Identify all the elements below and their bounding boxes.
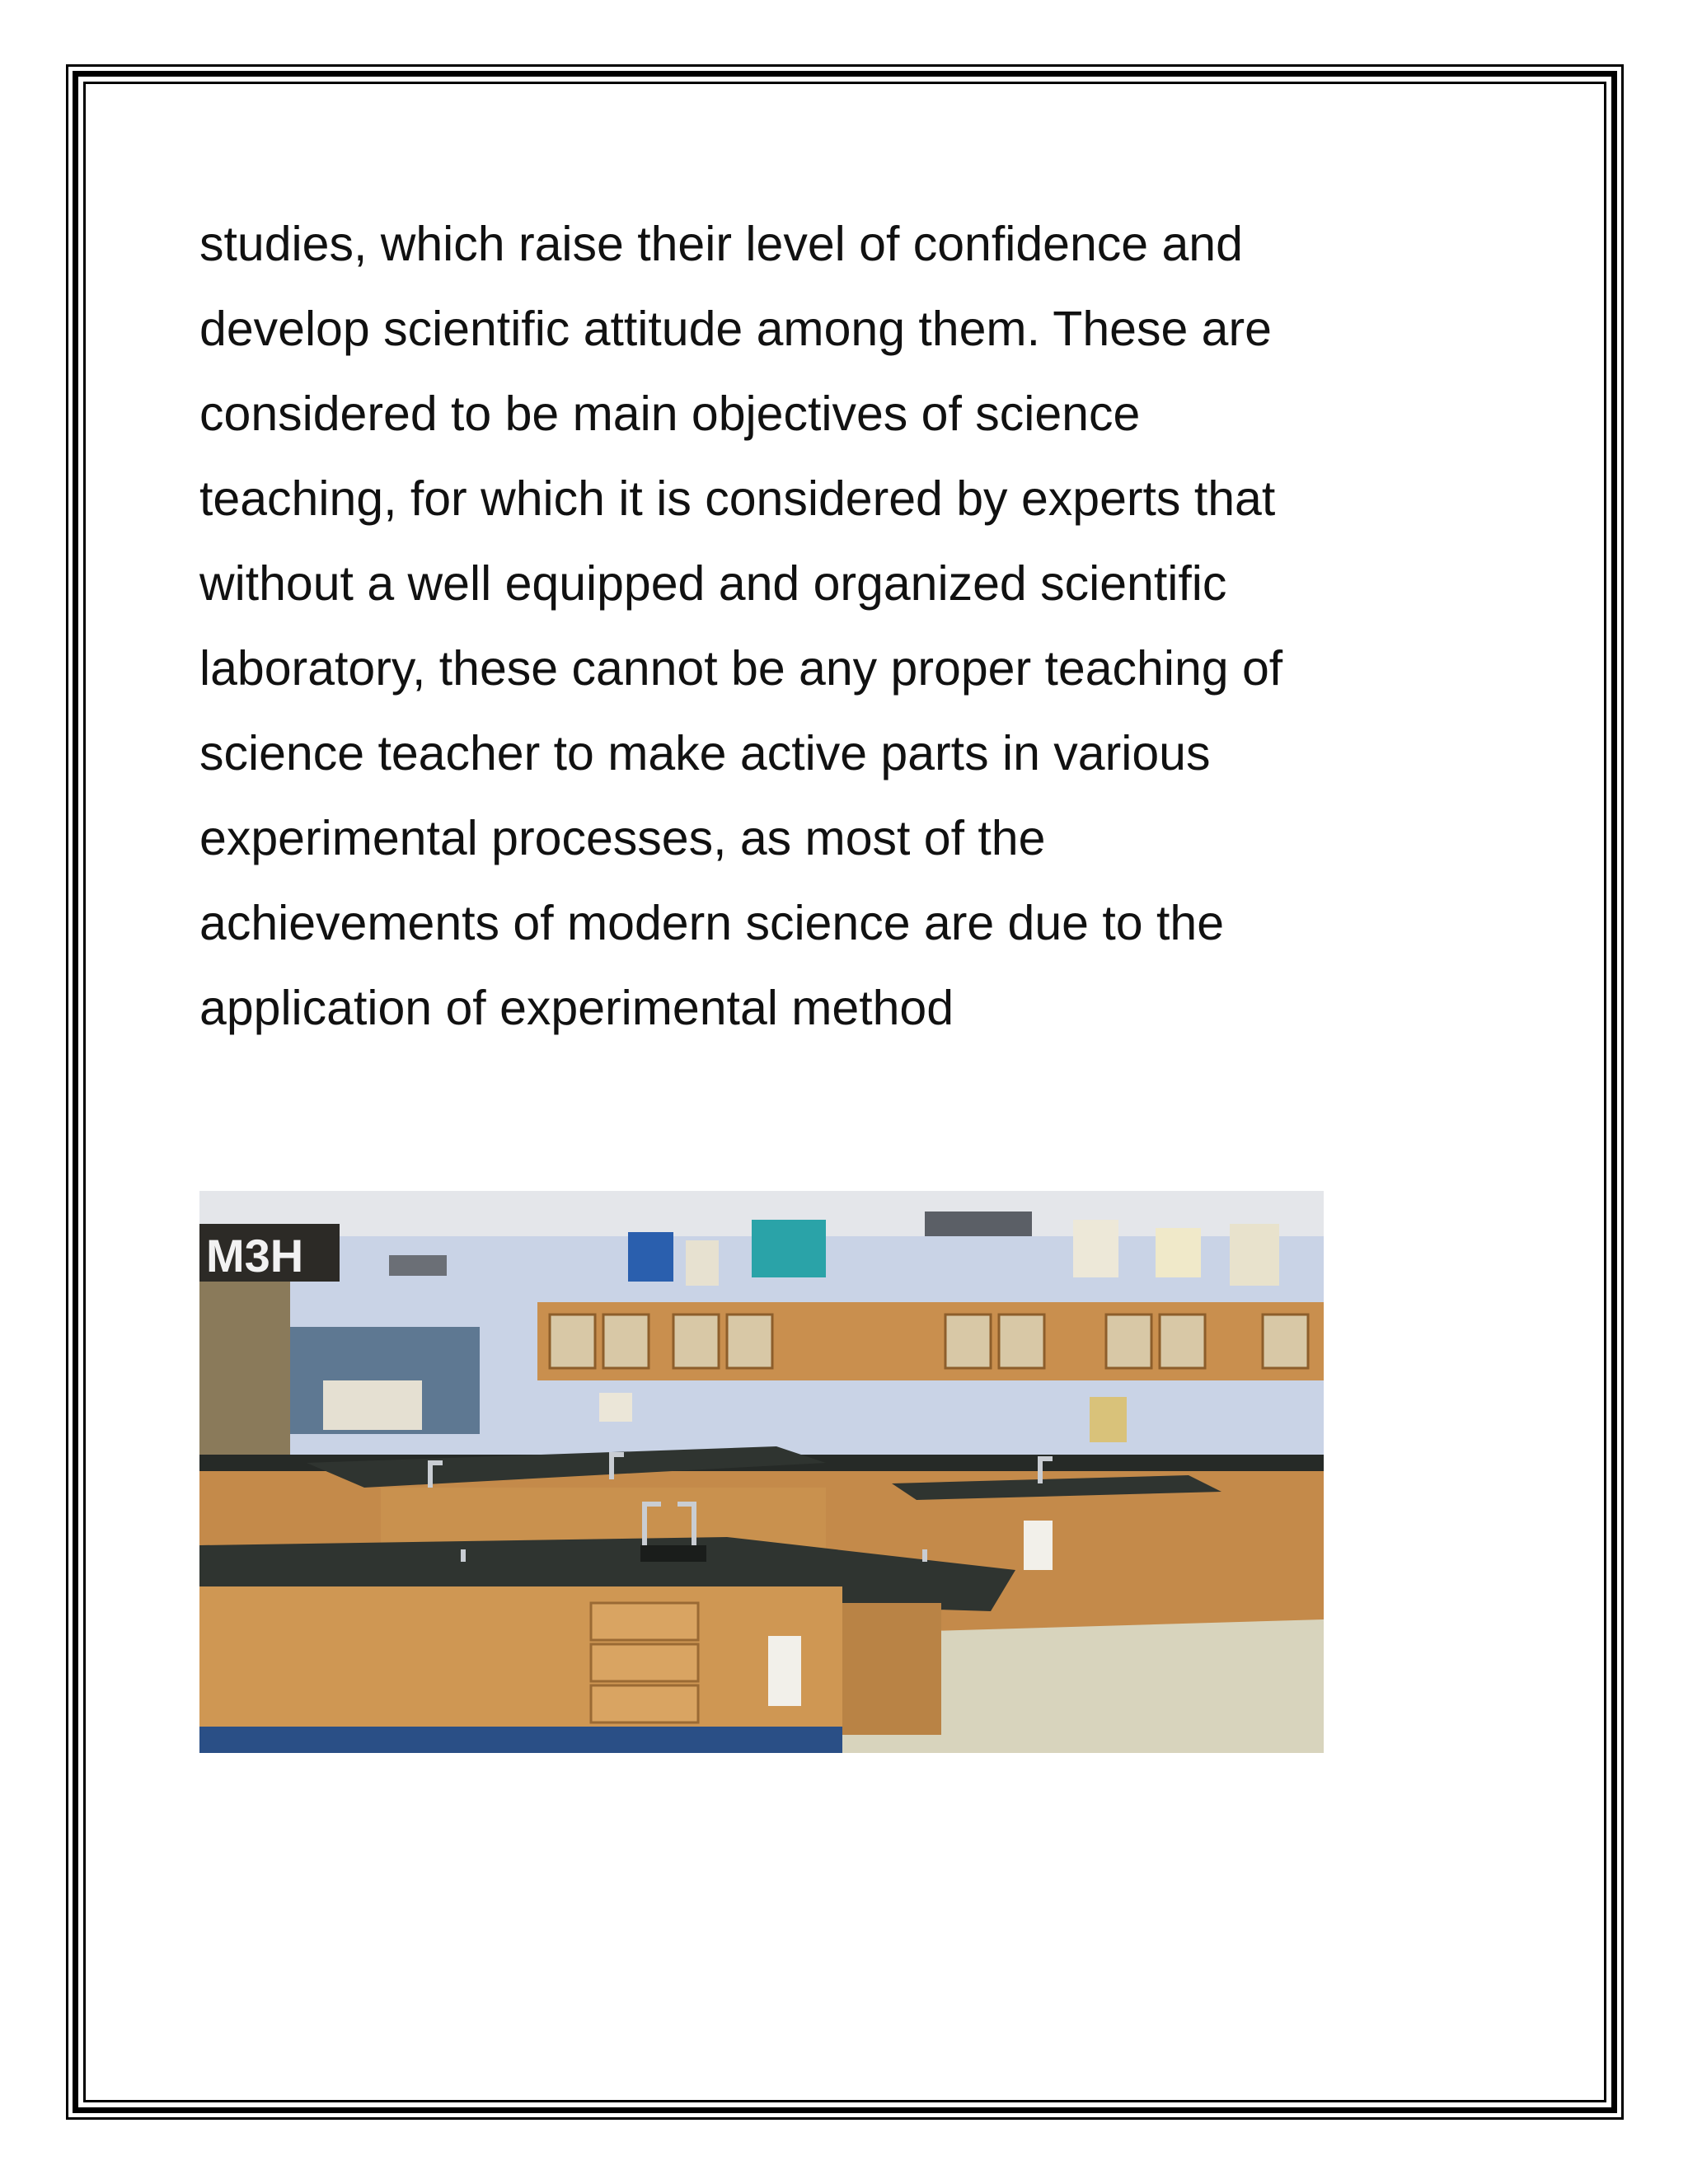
wall-vent <box>389 1255 447 1276</box>
body-paragraph <box>199 202 1485 1051</box>
poster <box>686 1240 719 1286</box>
paragraph-line: considered to be main objectives of science <box>199 387 1141 441</box>
baseboard <box>199 1727 842 1753</box>
chem-sign-text: M3H <box>206 1230 304 1282</box>
paper-sign <box>1024 1521 1053 1570</box>
paragraph-line: without a well equipped and organized scientific <box>199 556 1227 611</box>
drawers <box>591 1603 698 1722</box>
t-shirt-display <box>752 1220 826 1277</box>
poster <box>1156 1228 1201 1277</box>
paragraph-line: application of experimental method <box>199 981 954 1035</box>
poster <box>1073 1220 1118 1277</box>
ceiling-vent <box>925 1212 1032 1236</box>
paragraph-line: teaching, for which it is considered by experts that <box>199 471 1276 526</box>
paragraph-line: studies, which raise their level of confidence and <box>199 217 1243 271</box>
paper-sign <box>768 1636 801 1706</box>
bulletin-papers <box>323 1380 422 1430</box>
poster <box>1090 1397 1127 1442</box>
paragraph-line: develop scientific attitude among them. These are <box>199 302 1272 356</box>
poster <box>628 1232 673 1282</box>
poster <box>599 1393 632 1422</box>
sink <box>640 1545 706 1562</box>
poster <box>1230 1224 1279 1286</box>
front-bench-side <box>842 1603 941 1735</box>
paragraph-line: science teacher to make active parts in various <box>199 726 1211 780</box>
science-lab-illustration <box>199 1191 1324 1753</box>
paragraph-line: laboratory, these cannot be any proper teaching of <box>199 641 1283 696</box>
paragraph-line: experimental processes, as most of the <box>199 811 1046 865</box>
paragraph-line: achievements of modern science are due to the <box>199 896 1225 950</box>
science-lab-photo <box>199 1191 1324 1753</box>
